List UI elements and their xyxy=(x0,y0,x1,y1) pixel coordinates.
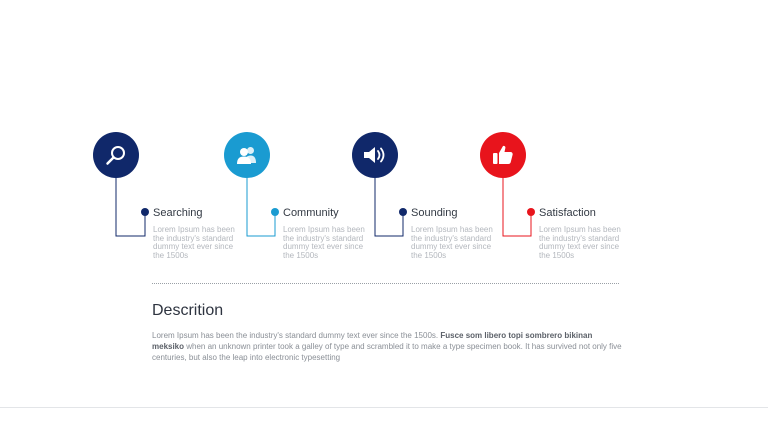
sounding-dot xyxy=(399,208,407,216)
dotted-divider xyxy=(152,283,619,284)
searching-circle xyxy=(93,132,139,178)
searching-dot xyxy=(141,208,149,216)
community-title: Community xyxy=(283,207,339,219)
users-icon xyxy=(235,143,259,167)
bottom-border xyxy=(0,407,768,408)
satisfaction-dot xyxy=(527,208,535,216)
satisfaction-description: Lorem Ipsum has been the industry's standard dummy text ever since the 1500s xyxy=(539,225,621,260)
sounding-description: Lorem Ipsum has been the industry's standard dummy text ever since the 1500s xyxy=(411,225,493,260)
description-title: Descrition xyxy=(152,302,224,319)
description-text-end: when an unknown printer took a galley of type and scrambled it to make a type specimen book. It has survived not only five centuries, but also the leap into electronic typesetting xyxy=(152,342,622,362)
description-text-start: Lorem Ipsum has been the industry's standard dummy text ever since the 1500s. xyxy=(152,331,441,340)
description-body xyxy=(152,330,624,363)
searching-title: Searching xyxy=(153,207,203,219)
satisfaction-title: Satisfaction xyxy=(539,207,596,219)
community-circle xyxy=(224,132,270,178)
search-icon xyxy=(104,143,128,167)
searching-description: Lorem Ipsum has been the industry's standard dummy text ever since the 1500s xyxy=(153,225,235,260)
satisfaction-circle xyxy=(480,132,526,178)
thumbs-up-icon xyxy=(491,143,515,167)
community-description: Lorem Ipsum has been the industry's standard dummy text ever since the 1500s xyxy=(283,225,365,260)
community-dot xyxy=(271,208,279,216)
sounding-title: Sounding xyxy=(411,207,458,219)
description-text-bold: Fusce som libero topi sombrero bikinan meksiko xyxy=(152,331,593,351)
sounding-circle xyxy=(352,132,398,178)
speaker-icon xyxy=(362,143,388,167)
